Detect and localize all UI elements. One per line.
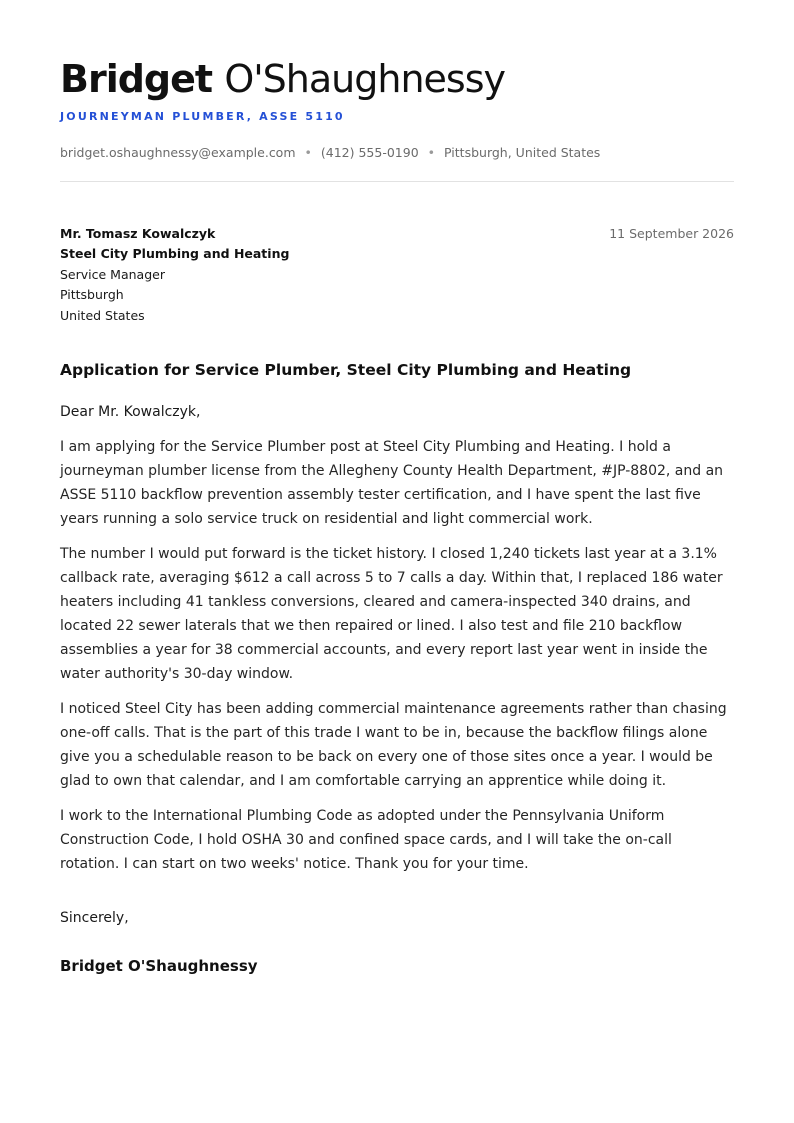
applicant-last-name: O'Shaughnessy [224,57,505,101]
contact-line [60,145,734,160]
letter-closing: Sincerely, [60,910,129,927]
recipient-role: Service Manager [60,266,165,282]
letter-signature: Bridget O'Shaughnessy [60,957,258,976]
recipient-company: Steel City Plumbing and Heating [60,246,290,262]
recipient-block [60,224,734,326]
contact-separator: • [304,145,312,160]
letter-date: 11 September 2026 [609,226,734,241]
recipient-country: United States [60,307,145,323]
recipient-name: Mr. Tomasz Kowalczyk [60,226,216,241]
letter-paragraph: The number I would put forward is the ticket history. I closed 1,240 tickets last year at a 3.1% callback rate, averaging $612 a call across 5 to 7 calls a day. Within that, I replaced 186 water heaters including 41 tankless conversions, cleared and camera-inspected 340 drains, and located 22 sewer laterals that we then repaired or lined. I also test and file 210 backflow assemblies a year for 38 commercial accounts, and every report last year went in inside the water authority's 30-day window. [60,546,723,683]
letter-paragraph: I noticed Steel City has been adding commercial maintenance agreements rather than chasing one-off calls. That is the part of this trade I want to be in, because the backflow filings alone give you a schedulable reason to be back on every one of those sites once a year. I would be glad to own that calendar, and I am comfortable carrying an apprentice while doing it. [60,701,727,790]
letter-salutation: Dear Mr. Kowalczyk, [60,404,201,421]
contact-phone: (412) 555-0190 [320,145,419,160]
contact-separator: • [427,145,436,160]
applicant-first-name: Bridget [60,57,213,101]
letter-paragraph: I work to the International Plumbing Code as adopted under the Pennsylvania Uniform Construction Code, I hold OSHA 30 and confined space cards, and I will take the on-call rotation. I can start on two weeks' notice. Thank you for your time. [60,808,672,873]
header-divider [60,181,734,182]
letter-paragraph: I am applying for the Service Plumber post at Steel City Plumbing and Heating. I hold a journeyman plumber license from the Allegheny County Health Department, #JP-8802, and an ASSE 5110 backflow prevention assembly tester certification, and I have spent the last five years running a solo service truck on residential and light commercial work. [60,439,724,528]
applicant-name [60,56,734,102]
applicant-title: JOURNEYMAN PLUMBER, ASSE 5110 [60,110,345,123]
cover-letter-page [60,56,734,975]
recipient-city: Pittsburgh [60,287,124,303]
contact-location: Pittsburgh, United States [444,145,601,160]
contact-email: bridget.oshaughnessy@example.com [60,145,296,160]
letter-subject: Application for Service Plumber, Steel City Plumbing and Heating [60,361,632,380]
